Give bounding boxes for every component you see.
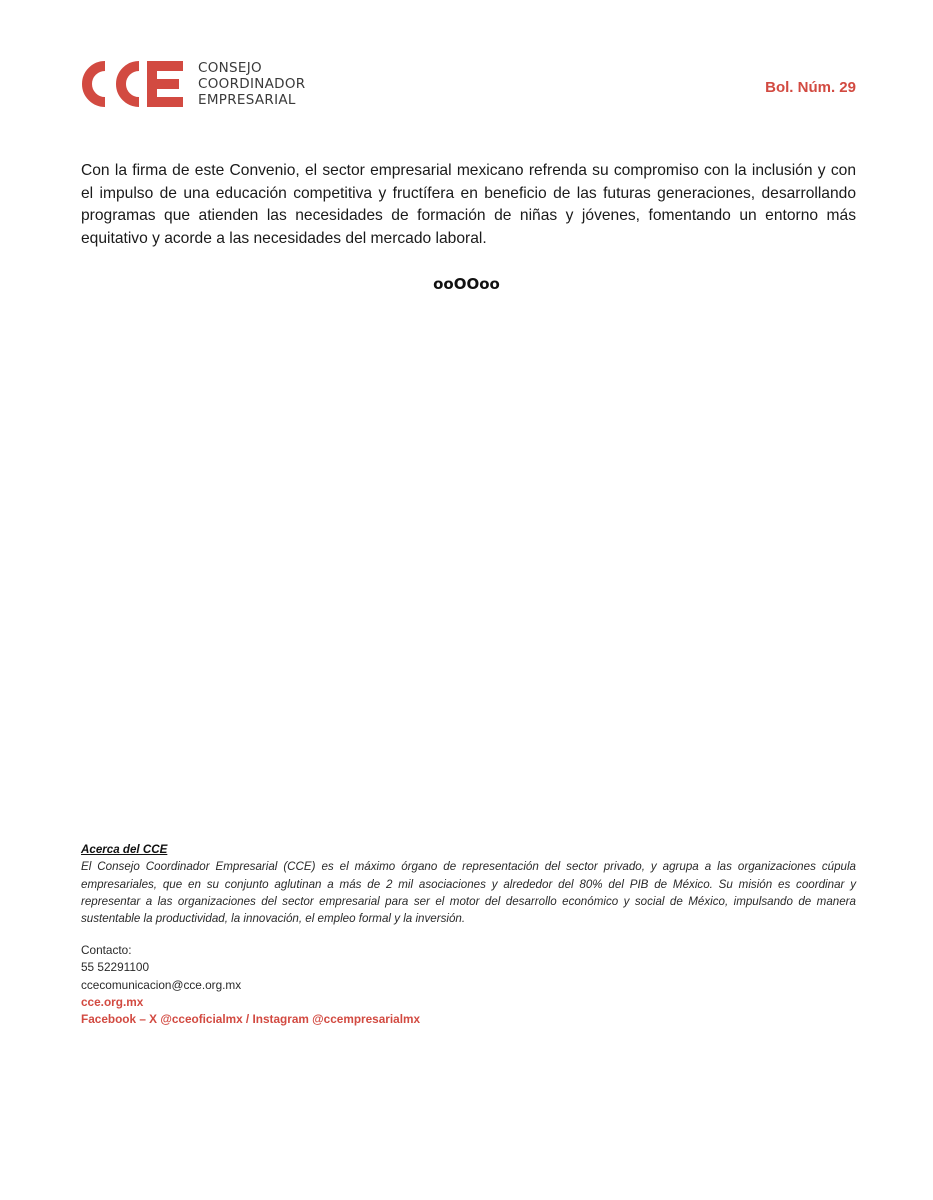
- logo-line-1: CONSEJO: [198, 60, 262, 76]
- logo-line-3: EMPRESARIAL: [198, 92, 296, 108]
- cce-logo: [81, 58, 305, 110]
- cce-logo-mark: [81, 58, 185, 110]
- contact-phone: 55 52291100: [81, 960, 150, 975]
- bulletin-number: Bol. Núm. 29: [765, 79, 856, 96]
- section-separator: ooOOoo: [433, 275, 500, 293]
- website-link[interactable]: cce.org.mx: [81, 994, 144, 1009]
- about-text: El Consejo Coordinador Empresarial (CCE) es el máximo órgano de representación del sector privado, y agrupa a las organizaciones cúpula empresariales, que en su conjunto aglutinan a más de 2 mil asociaciones y alrededor del 80% del PIB de México. Su misión es coordinar y representar a las organizaciones del sector empresarial para ser el motor del desarrollo económico y social de México, impulsando de manera sustentable la productividad, la innovación, el empleo formal y la inversión.: [81, 860, 856, 926]
- contact-section: [81, 942, 420, 1028]
- about-section: [81, 841, 856, 927]
- logo-wordmark: [198, 60, 305, 108]
- about-heading: Acerca del CCE: [81, 843, 168, 856]
- contact-email[interactable]: ccecomunicacion@cce.org.mx: [81, 977, 242, 992]
- social-links[interactable]: Facebook – X @cceoficialmx / Instagram @ccempresarialmx: [81, 1012, 421, 1027]
- contact-label: Contacto:: [81, 943, 132, 957]
- page-header: [81, 58, 856, 114]
- logo-line-2: COORDINADOR: [198, 76, 306, 92]
- body-paragraph: Con la firma de este Convenio, el sector empresarial mexicano refrenda su compromiso con la inclusión y con el impulso de una educación competitiva y fructífera en beneficio de las futuras generaciones, desarrollando programas que atienden las necesidades de formación de niñas y jóvenes, fomentando un entorno más equitativo y acorde a las necesidades del mercado laboral.: [81, 162, 856, 247]
